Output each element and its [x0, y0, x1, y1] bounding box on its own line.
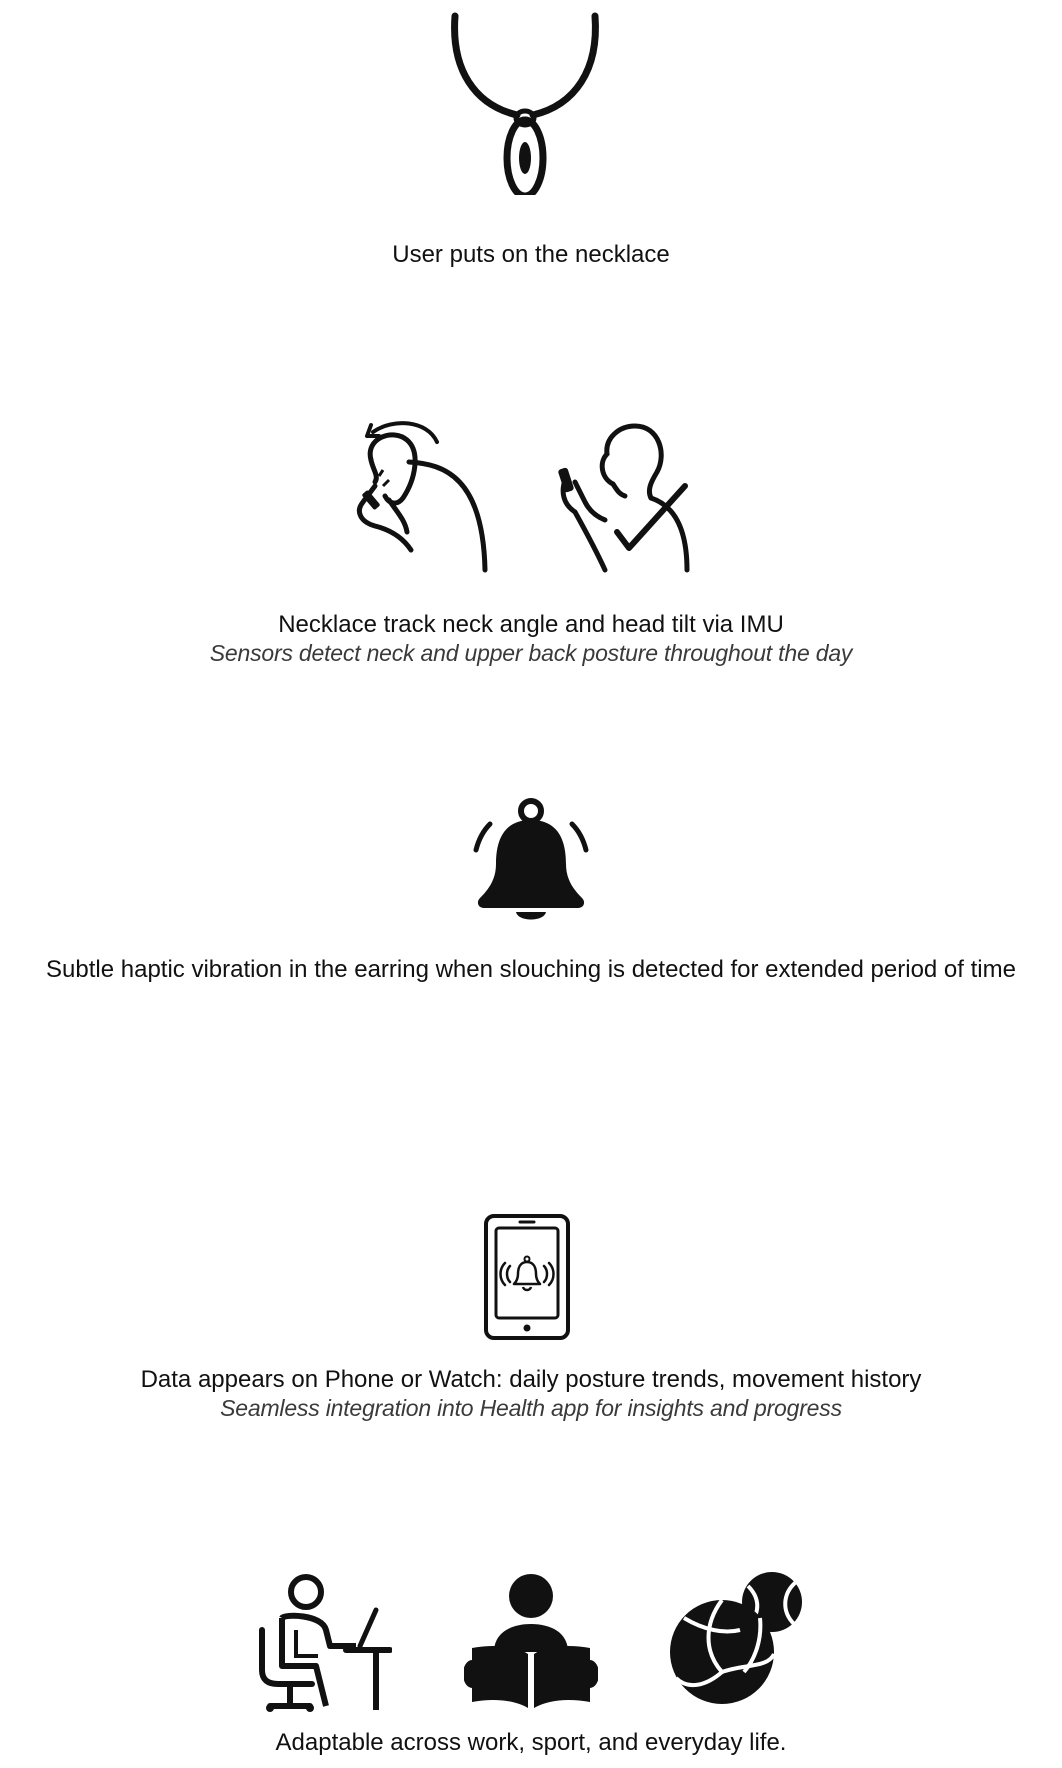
step-2-title: Necklace track neck angle and head tilt via IMU [278, 611, 784, 638]
step-2-subtitle: Sensors detect neck and upper back posture throughout the day [209, 640, 853, 666]
necklace-icon [445, 10, 605, 195]
step-data-sync [0, 1200, 1062, 1440]
bell-icon [470, 798, 592, 926]
step-5-title: Adaptable across work, sport, and everyday life. [275, 1729, 787, 1756]
step-3-title: Subtle haptic vibration in the earring when slouching is detected for extended period of time [46, 956, 1016, 983]
sports-balls-icon [664, 1568, 806, 1708]
desk-worker-icon [256, 1570, 392, 1715]
step-4-title: Data appears on Phone or Watch: daily posture trends, movement history [140, 1366, 922, 1393]
step-adaptability [0, 1560, 1062, 1768]
reader-icon [464, 1570, 598, 1710]
slouching-person-icon [345, 420, 505, 575]
step-4-subtitle: Seamless integration into Health app for insights and progress [220, 1395, 842, 1421]
step-1-title: User puts on the necklace [392, 241, 670, 268]
tablet-notification-icon [482, 1212, 572, 1342]
upright-person-icon [555, 420, 715, 575]
step-posture-tracking [0, 400, 1062, 670]
step-haptic-alert [0, 790, 1062, 990]
step-necklace [0, 0, 1062, 280]
